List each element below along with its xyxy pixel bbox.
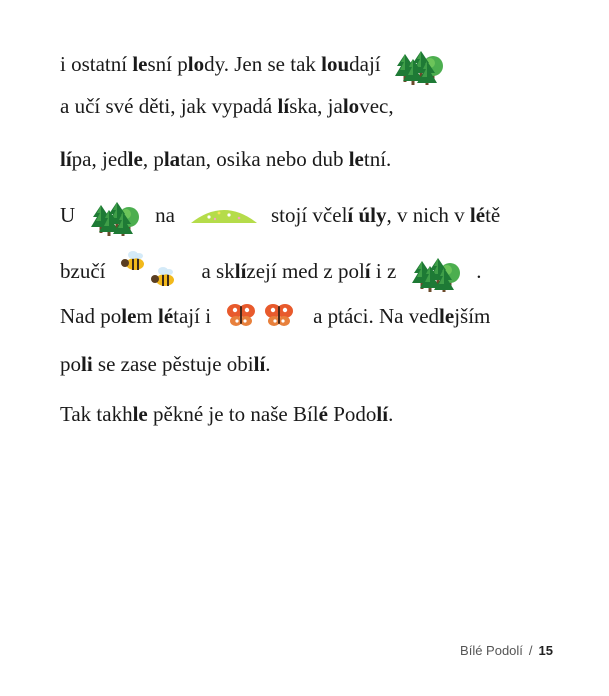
text-segment: a ptáci. Na ved <box>313 304 440 328</box>
text-segment: Nad po <box>60 304 122 328</box>
text-segment: Podo <box>327 402 377 426</box>
text-segment: bzučí <box>60 259 106 283</box>
page-footer <box>460 643 553 658</box>
text-segment: . <box>265 352 271 376</box>
bold-syllable: lo <box>342 94 360 118</box>
text-segment: m <box>136 304 158 328</box>
text-segment: a sk <box>201 259 235 283</box>
bold-syllable: lí <box>277 94 290 118</box>
text-line-3 <box>60 145 391 173</box>
text-segment: stojí včel <box>271 203 348 227</box>
text-line-8 <box>60 400 393 428</box>
footer-separator: / <box>528 643 533 658</box>
bold-syllable: í <box>347 203 354 227</box>
bold-syllable: la <box>163 147 181 171</box>
page-number: 15 <box>538 643 553 658</box>
text-segment: dy. Jen se tak <box>204 52 322 76</box>
forest-icon <box>85 194 147 236</box>
meadow-icon <box>189 203 259 227</box>
bold-syllable: le <box>132 402 148 426</box>
text-segment: sní p <box>147 52 188 76</box>
text-segment: zejí med z pol <box>246 259 365 283</box>
bold-syllable: lo <box>187 52 205 76</box>
bold-syllable: le <box>121 304 137 328</box>
bold-syllable: le <box>348 147 364 171</box>
text-segment: a učí své děti, jak vypadá <box>60 94 278 118</box>
text-segment: , p <box>142 147 164 171</box>
bold-syllable: úly <box>358 203 387 227</box>
text-line-5 <box>60 248 482 294</box>
text-line-7 <box>60 350 271 378</box>
text-segment: se zase pěstuje obi <box>92 352 254 376</box>
text-segment: tní. <box>363 147 392 171</box>
bold-syllable: lí <box>60 147 72 171</box>
bold-syllable: lou <box>321 52 350 76</box>
bold-syllable: í <box>364 259 371 283</box>
bold-syllable: lí <box>234 259 247 283</box>
text-segment: pa, jed <box>71 147 128 171</box>
text-segment: dají <box>349 52 381 76</box>
text-line-1 <box>60 43 451 85</box>
text-segment: U <box>60 203 76 227</box>
forest-icon <box>389 43 451 85</box>
text-segment: po <box>60 352 81 376</box>
bold-syllable: lé <box>158 304 174 328</box>
text-segment: vec, <box>359 94 394 118</box>
bold-syllable: li <box>81 352 93 376</box>
text-segment: jším <box>454 304 491 328</box>
bold-syllable: lí <box>253 352 266 376</box>
bold-syllable: le <box>127 147 143 171</box>
text-segment: . <box>388 402 394 426</box>
bold-syllable: lé <box>469 203 486 227</box>
text-segment: . <box>476 259 482 283</box>
bold-syllable: le <box>132 52 148 76</box>
text-segment: ska, ja <box>289 94 343 118</box>
text-segment: , v nich v <box>386 203 470 227</box>
text-segment: tan, osika nebo dub <box>180 147 349 171</box>
text-segment: i ostatní <box>60 52 133 76</box>
text-segment: na <box>155 203 175 227</box>
text-segment: tají i <box>173 304 212 328</box>
text-line-2 <box>60 92 394 120</box>
bold-syllable: é <box>318 402 328 426</box>
text-segment: i z <box>370 259 397 283</box>
text-segment: tě <box>485 203 501 227</box>
text-line-4 <box>60 194 500 236</box>
butterflies-icon <box>219 299 303 333</box>
bold-syllable: le <box>439 304 455 328</box>
bees-icon <box>113 248 191 294</box>
forest-icon <box>406 250 468 292</box>
footer-title: Bílé Podolí <box>460 643 523 658</box>
bold-syllable: lí <box>376 402 389 426</box>
text-segment: pěkné je to naše Bíl <box>147 402 319 426</box>
text-line-6 <box>60 299 490 333</box>
text-segment: Tak takh <box>60 402 133 426</box>
